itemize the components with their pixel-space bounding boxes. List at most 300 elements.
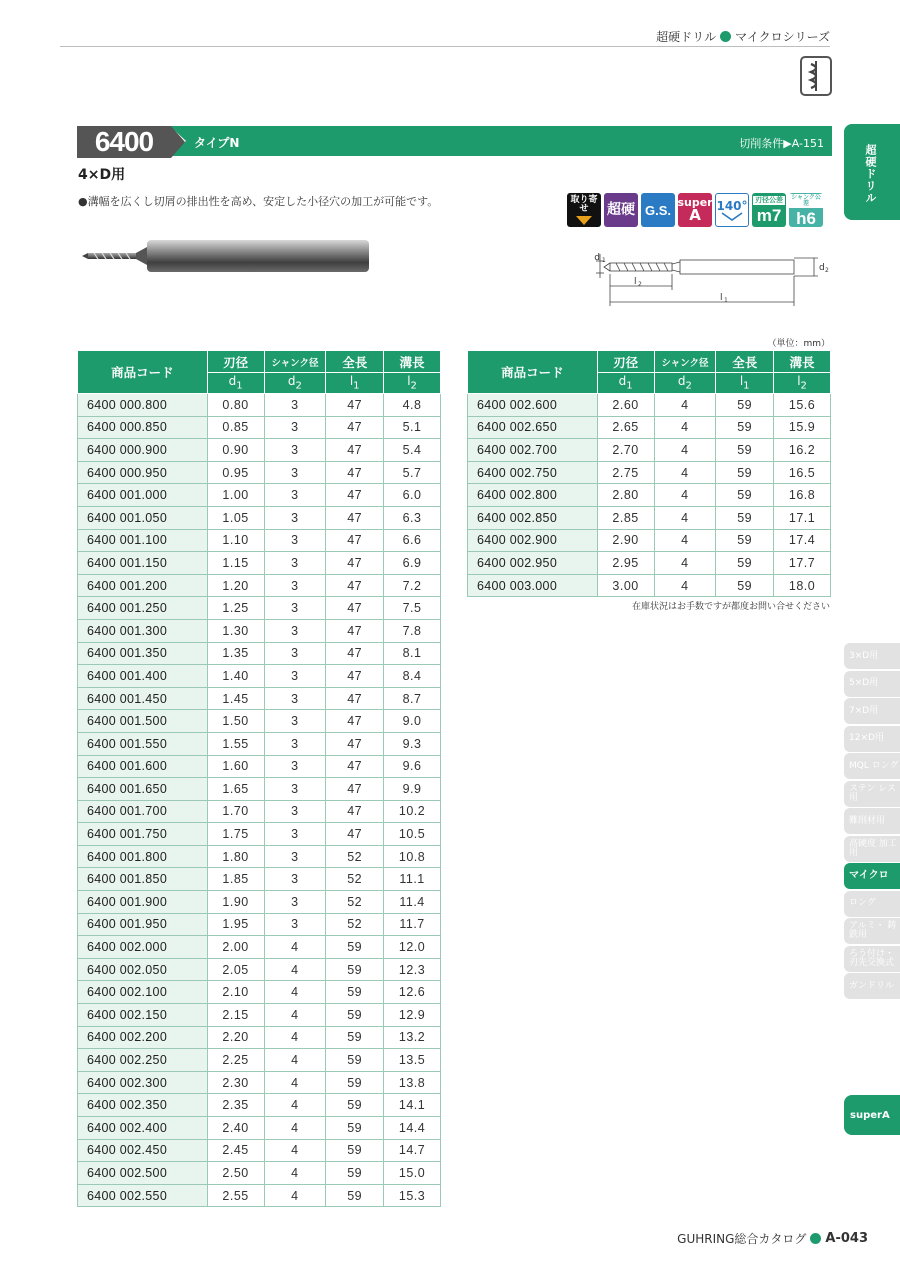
model-arrow xyxy=(171,126,185,158)
side-nav-item[interactable]: ろう付け・ 刃先交換式 xyxy=(844,946,900,972)
shank-diameter-cell: 4 xyxy=(654,461,716,484)
product-code-cell: 6400 003.000 xyxy=(468,574,598,597)
product-code-cell: 6400 002.800 xyxy=(468,484,598,507)
breadcrumb xyxy=(656,28,830,45)
table-row xyxy=(78,823,441,846)
dim-d2-sub: 2 xyxy=(825,267,829,274)
shank-diameter-cell: 4 xyxy=(264,1026,326,1049)
dim-l1-sub: 1 xyxy=(724,297,728,304)
cutting-diameter-cell: 2.05 xyxy=(207,958,264,981)
overall-length-cell: 52 xyxy=(326,845,384,868)
overall-length-cell: 59 xyxy=(716,529,774,552)
drill-product-image xyxy=(80,238,372,278)
flute-length-cell: 17.4 xyxy=(774,529,831,552)
cutting-diameter-cell: 0.95 xyxy=(207,461,264,484)
cutting-diameter-cell: 1.60 xyxy=(207,755,264,778)
flute-length-cell: 6.6 xyxy=(384,529,441,552)
flute-length-cell: 7.5 xyxy=(384,597,441,620)
cutting-diameter-cell: 1.25 xyxy=(207,597,264,620)
flute-length-cell: 12.3 xyxy=(384,958,441,981)
category-label: 超硬ドリル xyxy=(656,30,717,44)
shank-diameter-cell: 3 xyxy=(264,439,326,462)
dimension-diagram xyxy=(590,248,830,312)
overall-length-cell: 47 xyxy=(326,823,384,846)
overall-length-cell: 52 xyxy=(326,913,384,936)
flute-length-cell: 16.2 xyxy=(774,439,831,462)
table-row xyxy=(468,484,831,507)
dim-d1-sub: 1 xyxy=(602,257,606,264)
product-code-cell: 6400 002.250 xyxy=(78,1049,208,1072)
side-nav-item[interactable]: 5×D用 xyxy=(844,671,900,697)
drill-icon xyxy=(800,56,832,96)
flute-length-cell: 13.2 xyxy=(384,1026,441,1049)
shank-diameter-cell: 4 xyxy=(654,506,716,529)
shank-diameter-cell: 3 xyxy=(264,506,326,529)
cutting-diameter-cell: 1.75 xyxy=(207,823,264,846)
shank-diameter-cell: 3 xyxy=(264,619,326,642)
dim-d1-label: d xyxy=(594,253,600,263)
shank-diameter-cell: 3 xyxy=(264,732,326,755)
flute-length-cell: 13.8 xyxy=(384,1071,441,1094)
header-d1-symbol: $d_1$ xyxy=(207,373,264,394)
cutting-diameter-cell: 2.10 xyxy=(207,981,264,1004)
product-code-cell: 6400 001.850 xyxy=(78,868,208,891)
overall-length-cell: 59 xyxy=(326,1094,384,1117)
product-code-cell: 6400 000.900 xyxy=(78,439,208,462)
overall-length-cell: 47 xyxy=(326,619,384,642)
table-row xyxy=(78,1162,441,1185)
table-row xyxy=(78,642,441,665)
cutting-diameter-cell: 1.55 xyxy=(207,732,264,755)
flute-length-cell: 9.9 xyxy=(384,778,441,801)
shank-diameter-cell: 4 xyxy=(264,1071,326,1094)
cutting-diameter-cell: 2.65 xyxy=(597,416,654,439)
side-tab-label: 超硬ドリル xyxy=(864,144,877,204)
side-nav-item[interactable]: ステン レス用 xyxy=(844,781,900,807)
flute-length-cell: 15.0 xyxy=(384,1162,441,1185)
flute-length-cell: 15.3 xyxy=(384,1184,441,1207)
table-row xyxy=(78,868,441,891)
header-d1-name: 刃径 xyxy=(597,351,654,373)
overall-length-cell: 59 xyxy=(326,1004,384,1027)
product-code-cell: 6400 000.850 xyxy=(78,416,208,439)
header-l1-symbol: $l_1$ xyxy=(716,373,774,394)
flute-length-cell: 12.9 xyxy=(384,1004,441,1027)
overall-length-cell: 59 xyxy=(326,1139,384,1162)
overall-length-cell: 47 xyxy=(326,529,384,552)
overall-length-cell: 47 xyxy=(326,394,384,417)
overall-length-cell: 59 xyxy=(716,416,774,439)
shank-diameter-cell: 3 xyxy=(264,891,326,914)
shank-diameter-cell: 4 xyxy=(654,574,716,597)
table-row xyxy=(78,1184,441,1207)
shank-diameter-cell: 3 xyxy=(264,687,326,710)
product-code-cell: 6400 002.300 xyxy=(78,1071,208,1094)
product-table-left xyxy=(77,350,441,1207)
shank-diameter-cell: 3 xyxy=(264,710,326,733)
shank-diameter-cell: 3 xyxy=(264,845,326,868)
header-d1-name: 刃径 xyxy=(207,351,264,373)
shank-tolerance-value: h6 xyxy=(796,208,816,228)
shank-diameter-cell: 4 xyxy=(264,981,326,1004)
tolerance-m7-icon xyxy=(752,193,786,227)
side-nav-item[interactable]: 7×D用 xyxy=(844,698,900,724)
overall-length-cell: 52 xyxy=(326,868,384,891)
shank-diameter-cell: 4 xyxy=(264,958,326,981)
header-l1-symbol: $l_1$ xyxy=(326,373,384,394)
coating-icon: G.S. xyxy=(641,193,675,227)
shank-diameter-cell: 4 xyxy=(654,416,716,439)
product-code-cell: 6400 001.700 xyxy=(78,800,208,823)
overall-length-cell: 59 xyxy=(326,1026,384,1049)
overall-length-cell: 47 xyxy=(326,552,384,575)
header-code: 商品コード xyxy=(468,351,598,394)
product-code-cell: 6400 001.950 xyxy=(78,913,208,936)
shank-diameter-cell: 4 xyxy=(654,552,716,575)
overall-length-cell: 59 xyxy=(326,936,384,959)
header-divider xyxy=(60,46,830,47)
series-label: マイクロシリーズ xyxy=(735,30,830,44)
table-row xyxy=(78,891,441,914)
table-row xyxy=(78,1117,441,1140)
table-row xyxy=(78,1139,441,1162)
side-nav-item[interactable]: 難削材用 xyxy=(844,808,900,834)
header-d2-symbol: $d_2$ xyxy=(264,373,326,394)
overall-length-cell: 47 xyxy=(326,642,384,665)
overall-length-cell: 47 xyxy=(326,461,384,484)
product-code-cell: 6400 001.350 xyxy=(78,642,208,665)
dim-d2-label: d xyxy=(819,263,825,273)
flute-length-cell: 15.9 xyxy=(774,416,831,439)
shank-diameter-cell: 4 xyxy=(264,1162,326,1185)
product-code-cell: 6400 002.500 xyxy=(78,1162,208,1185)
flute-length-cell: 7.2 xyxy=(384,574,441,597)
overall-length-cell: 59 xyxy=(716,439,774,462)
overall-length-cell: 47 xyxy=(326,506,384,529)
overall-length-cell: 59 xyxy=(326,1184,384,1207)
flute-length-cell: 9.3 xyxy=(384,732,441,755)
table-row xyxy=(78,958,441,981)
product-code-cell: 6400 002.950 xyxy=(468,552,598,575)
header-l2-name: 溝長 xyxy=(384,351,441,373)
cutting-diameter-cell: 1.80 xyxy=(207,845,264,868)
type-label: タイプN xyxy=(194,136,240,150)
cutting-diameter-cell: 1.10 xyxy=(207,529,264,552)
catalog-name: GUHRING総合カタログ xyxy=(677,1232,807,1246)
shank-diameter-cell: 4 xyxy=(654,394,716,417)
header-l1-name: 全長 xyxy=(716,351,774,373)
product-code-cell: 6400 002.750 xyxy=(468,461,598,484)
product-code-cell: 6400 002.200 xyxy=(78,1026,208,1049)
table-row xyxy=(78,416,441,439)
header-code: 商品コード xyxy=(78,351,208,394)
product-code-cell: 6400 001.000 xyxy=(78,484,208,507)
page-number: A-043 xyxy=(825,1231,868,1246)
side-nav-item[interactable]: 3×D用 xyxy=(844,643,900,669)
shank-diameter-cell: 3 xyxy=(264,868,326,891)
overall-length-cell: 47 xyxy=(326,732,384,755)
flute-length-cell: 8.4 xyxy=(384,665,441,688)
product-code-cell: 6400 001.550 xyxy=(78,732,208,755)
table-row xyxy=(468,506,831,529)
cutting-diameter-cell: 2.55 xyxy=(207,1184,264,1207)
flute-length-cell: 15.6 xyxy=(774,394,831,417)
product-code-cell: 6400 001.400 xyxy=(78,665,208,688)
flute-length-cell: 10.2 xyxy=(384,800,441,823)
shank-diameter-cell: 3 xyxy=(264,778,326,801)
flute-length-cell: 5.1 xyxy=(384,416,441,439)
footer xyxy=(677,1230,868,1247)
shank-diameter-cell: 3 xyxy=(264,913,326,936)
overall-length-cell: 59 xyxy=(326,1162,384,1185)
table-row xyxy=(78,732,441,755)
cutting-diameter-cell: 2.50 xyxy=(207,1162,264,1185)
product-code-cell: 6400 001.300 xyxy=(78,619,208,642)
overall-length-cell: 47 xyxy=(326,416,384,439)
side-nav-item[interactable]: ガンドリル xyxy=(844,973,900,999)
cutting-diameter-cell: 1.50 xyxy=(207,710,264,733)
table-row xyxy=(78,1049,441,1072)
shank-diameter-cell: 3 xyxy=(264,800,326,823)
shank-diameter-cell: 4 xyxy=(264,1049,326,1072)
overall-length-cell: 59 xyxy=(716,506,774,529)
table-row xyxy=(78,394,441,417)
flute-length-cell: 16.5 xyxy=(774,461,831,484)
shank-diameter-cell: 4 xyxy=(264,1004,326,1027)
table-row xyxy=(78,461,441,484)
product-code-cell: 6400 002.450 xyxy=(78,1139,208,1162)
overall-length-cell: 59 xyxy=(716,394,774,417)
product-code-cell: 6400 001.250 xyxy=(78,597,208,620)
cutting-diameter-cell: 2.35 xyxy=(207,1094,264,1117)
table-row xyxy=(78,1026,441,1049)
side-nav-item[interactable]: ロング xyxy=(844,891,900,917)
product-code-cell: 6400 002.650 xyxy=(468,416,598,439)
shank-diameter-cell: 3 xyxy=(264,597,326,620)
overall-length-cell: 59 xyxy=(326,1071,384,1094)
cutting-diameter-cell: 1.30 xyxy=(207,619,264,642)
flute-length-cell: 4.8 xyxy=(384,394,441,417)
dim-l2-sub: 2 xyxy=(638,281,642,288)
cutting-diameter-cell: 1.95 xyxy=(207,913,264,936)
table-row xyxy=(468,394,831,417)
flute-length-cell: 6.0 xyxy=(384,484,441,507)
overall-length-cell: 52 xyxy=(326,891,384,914)
overall-length-cell: 47 xyxy=(326,484,384,507)
table-row xyxy=(78,439,441,462)
product-code-cell: 6400 001.800 xyxy=(78,845,208,868)
product-code-cell: 6400 001.600 xyxy=(78,755,208,778)
overall-length-cell: 47 xyxy=(326,687,384,710)
side-nav-item[interactable]: 12×D用 xyxy=(844,726,900,752)
shank-diameter-cell: 4 xyxy=(264,936,326,959)
table-row xyxy=(78,597,441,620)
side-nav-item[interactable]: MQL ロング xyxy=(844,753,900,779)
table-row xyxy=(78,619,441,642)
product-code-cell: 6400 001.650 xyxy=(78,778,208,801)
shank-diameter-cell: 4 xyxy=(654,439,716,462)
shank-diameter-cell: 4 xyxy=(264,1094,326,1117)
product-code-cell: 6400 002.600 xyxy=(468,394,598,417)
shank-diameter-cell: 3 xyxy=(264,823,326,846)
overall-length-cell: 59 xyxy=(716,552,774,575)
header-d1-symbol: $d_1$ xyxy=(597,373,654,394)
header-l2-symbol: $l_2$ xyxy=(384,373,441,394)
cutting-diameter-cell: 1.00 xyxy=(207,484,264,507)
header-d2-name: シャンク径 xyxy=(264,351,326,373)
dim-l2-label: l xyxy=(634,277,637,287)
shank-diameter-cell: 4 xyxy=(264,1184,326,1207)
table-row xyxy=(468,439,831,462)
tolerance-value: m7 xyxy=(756,206,782,225)
product-code-cell: 6400 001.450 xyxy=(78,687,208,710)
cutting-diameter-cell: 1.45 xyxy=(207,687,264,710)
header-l2-name: 溝長 xyxy=(774,351,831,373)
cutting-diameter-cell: 2.60 xyxy=(597,394,654,417)
shank-tolerance-label: シャンク公差 xyxy=(789,194,823,208)
cutting-diameter-cell: 1.70 xyxy=(207,800,264,823)
cutting-diameter-cell: 1.65 xyxy=(207,778,264,801)
overall-length-cell: 47 xyxy=(326,800,384,823)
super-label: super xyxy=(677,196,713,209)
side-nav-item[interactable]: マイクロ xyxy=(844,863,900,889)
point-angle-label: 140° xyxy=(716,198,748,213)
table-row xyxy=(78,800,441,823)
cutting-diameter-cell: 2.45 xyxy=(207,1139,264,1162)
table-row xyxy=(468,552,831,575)
cutting-diameter-cell: 0.90 xyxy=(207,439,264,462)
cutting-diameter-cell: 2.30 xyxy=(207,1071,264,1094)
side-tab-carbide-drill[interactable] xyxy=(844,124,900,220)
flute-length-cell: 12.6 xyxy=(384,981,441,1004)
table-row xyxy=(78,665,441,688)
flute-length-cell: 10.8 xyxy=(384,845,441,868)
overall-length-cell: 59 xyxy=(326,958,384,981)
carbide-icon: 超硬 xyxy=(604,193,638,227)
product-code-cell: 6400 001.900 xyxy=(78,891,208,914)
flute-length-cell: 17.1 xyxy=(774,506,831,529)
table-row xyxy=(78,981,441,1004)
side-nav-item[interactable]: 高硬度 加工用 xyxy=(844,836,900,862)
table-row xyxy=(78,778,441,801)
side-tab-super-a[interactable]: superA xyxy=(844,1095,900,1135)
cutting-conditions-link[interactable]: 切削条件▶A-151 xyxy=(739,137,824,150)
product-code-cell: 6400 002.050 xyxy=(78,958,208,981)
flute-length-cell: 5.7 xyxy=(384,461,441,484)
special-order-icon xyxy=(567,193,601,227)
flute-length-cell: 6.3 xyxy=(384,506,441,529)
shank-diameter-cell: 4 xyxy=(264,1117,326,1140)
table-row xyxy=(468,461,831,484)
overall-length-cell: 47 xyxy=(326,778,384,801)
shank-diameter-cell: 4 xyxy=(264,1139,326,1162)
flute-length-cell: 6.9 xyxy=(384,552,441,575)
flute-length-cell: 14.1 xyxy=(384,1094,441,1117)
table-row xyxy=(468,574,831,597)
overall-length-cell: 47 xyxy=(326,755,384,778)
super-a-letter: A xyxy=(689,206,701,224)
cutting-diameter-cell: 2.80 xyxy=(597,484,654,507)
table-row xyxy=(78,529,441,552)
cutting-diameter-cell: 1.20 xyxy=(207,574,264,597)
cutting-diameter-cell: 2.20 xyxy=(207,1026,264,1049)
product-code-cell: 6400 002.850 xyxy=(468,506,598,529)
shank-diameter-cell: 4 xyxy=(654,484,716,507)
overall-length-cell: 59 xyxy=(716,484,774,507)
cutting-diameter-cell: 1.15 xyxy=(207,552,264,575)
title-bar xyxy=(170,126,832,156)
table-row xyxy=(78,710,441,733)
table-row xyxy=(78,845,441,868)
flute-length-cell: 17.7 xyxy=(774,552,831,575)
cutting-diameter-cell: 2.00 xyxy=(207,936,264,959)
overall-length-cell: 59 xyxy=(716,461,774,484)
cutting-diameter-cell: 2.85 xyxy=(597,506,654,529)
shank-diameter-cell: 3 xyxy=(264,574,326,597)
cutting-diameter-cell: 2.75 xyxy=(597,461,654,484)
product-table-right xyxy=(467,350,831,597)
side-nav-item[interactable]: アルミ・ 鋳鉄用 xyxy=(844,918,900,944)
overall-length-cell: 47 xyxy=(326,597,384,620)
flute-length-cell: 14.4 xyxy=(384,1117,441,1140)
side-nav xyxy=(844,643,900,1001)
table-row xyxy=(78,484,441,507)
cutting-diameter-cell: 1.35 xyxy=(207,642,264,665)
flute-length-cell: 11.4 xyxy=(384,891,441,914)
table-row xyxy=(78,687,441,710)
cutting-diameter-cell: 2.25 xyxy=(207,1049,264,1072)
overall-length-cell: 47 xyxy=(326,665,384,688)
overall-length-cell: 47 xyxy=(326,710,384,733)
unit-note: （単位：mm） xyxy=(767,339,830,349)
shank-diameter-cell: 3 xyxy=(264,755,326,778)
product-code-cell: 6400 001.050 xyxy=(78,506,208,529)
flute-length-cell: 18.0 xyxy=(774,574,831,597)
shank-diameter-cell: 4 xyxy=(654,529,716,552)
table-row xyxy=(78,506,441,529)
flute-length-cell: 9.6 xyxy=(384,755,441,778)
model-number: 6400 xyxy=(77,126,171,158)
cutting-diameter-cell: 0.80 xyxy=(207,394,264,417)
point-angle-icon xyxy=(715,193,749,227)
shank-diameter-cell: 3 xyxy=(264,484,326,507)
product-code-cell: 6400 002.000 xyxy=(78,936,208,959)
product-code-cell: 6400 002.550 xyxy=(78,1184,208,1207)
table-row xyxy=(78,1094,441,1117)
cutting-diameter-cell: 1.90 xyxy=(207,891,264,914)
cutting-diameter-cell: 0.85 xyxy=(207,416,264,439)
product-code-cell: 6400 002.700 xyxy=(468,439,598,462)
cutting-diameter-cell: 1.05 xyxy=(207,506,264,529)
feature-description: ●溝幅を広くし切屑の排出性を高め、安定した小径穴の加工が可能です。 xyxy=(78,195,439,208)
product-code-cell: 6400 001.200 xyxy=(78,574,208,597)
table-row xyxy=(78,936,441,959)
table-row xyxy=(78,1071,441,1094)
bullet-dot-icon xyxy=(810,1233,821,1244)
overall-length-cell: 59 xyxy=(326,1049,384,1072)
header-d2-name: シャンク径 xyxy=(654,351,716,373)
product-code-cell: 6400 002.400 xyxy=(78,1117,208,1140)
header-l1-name: 全長 xyxy=(326,351,384,373)
flute-length-cell: 10.5 xyxy=(384,823,441,846)
flute-length-cell: 8.7 xyxy=(384,687,441,710)
stock-note: 在庫状況はお手数ですが都度お問い合せください xyxy=(631,602,830,612)
product-code-cell: 6400 002.150 xyxy=(78,1004,208,1027)
cutting-diameter-cell: 2.40 xyxy=(207,1117,264,1140)
header-d2-symbol: $d_2$ xyxy=(654,373,716,394)
flute-length-cell: 11.7 xyxy=(384,913,441,936)
shank-diameter-cell: 3 xyxy=(264,665,326,688)
